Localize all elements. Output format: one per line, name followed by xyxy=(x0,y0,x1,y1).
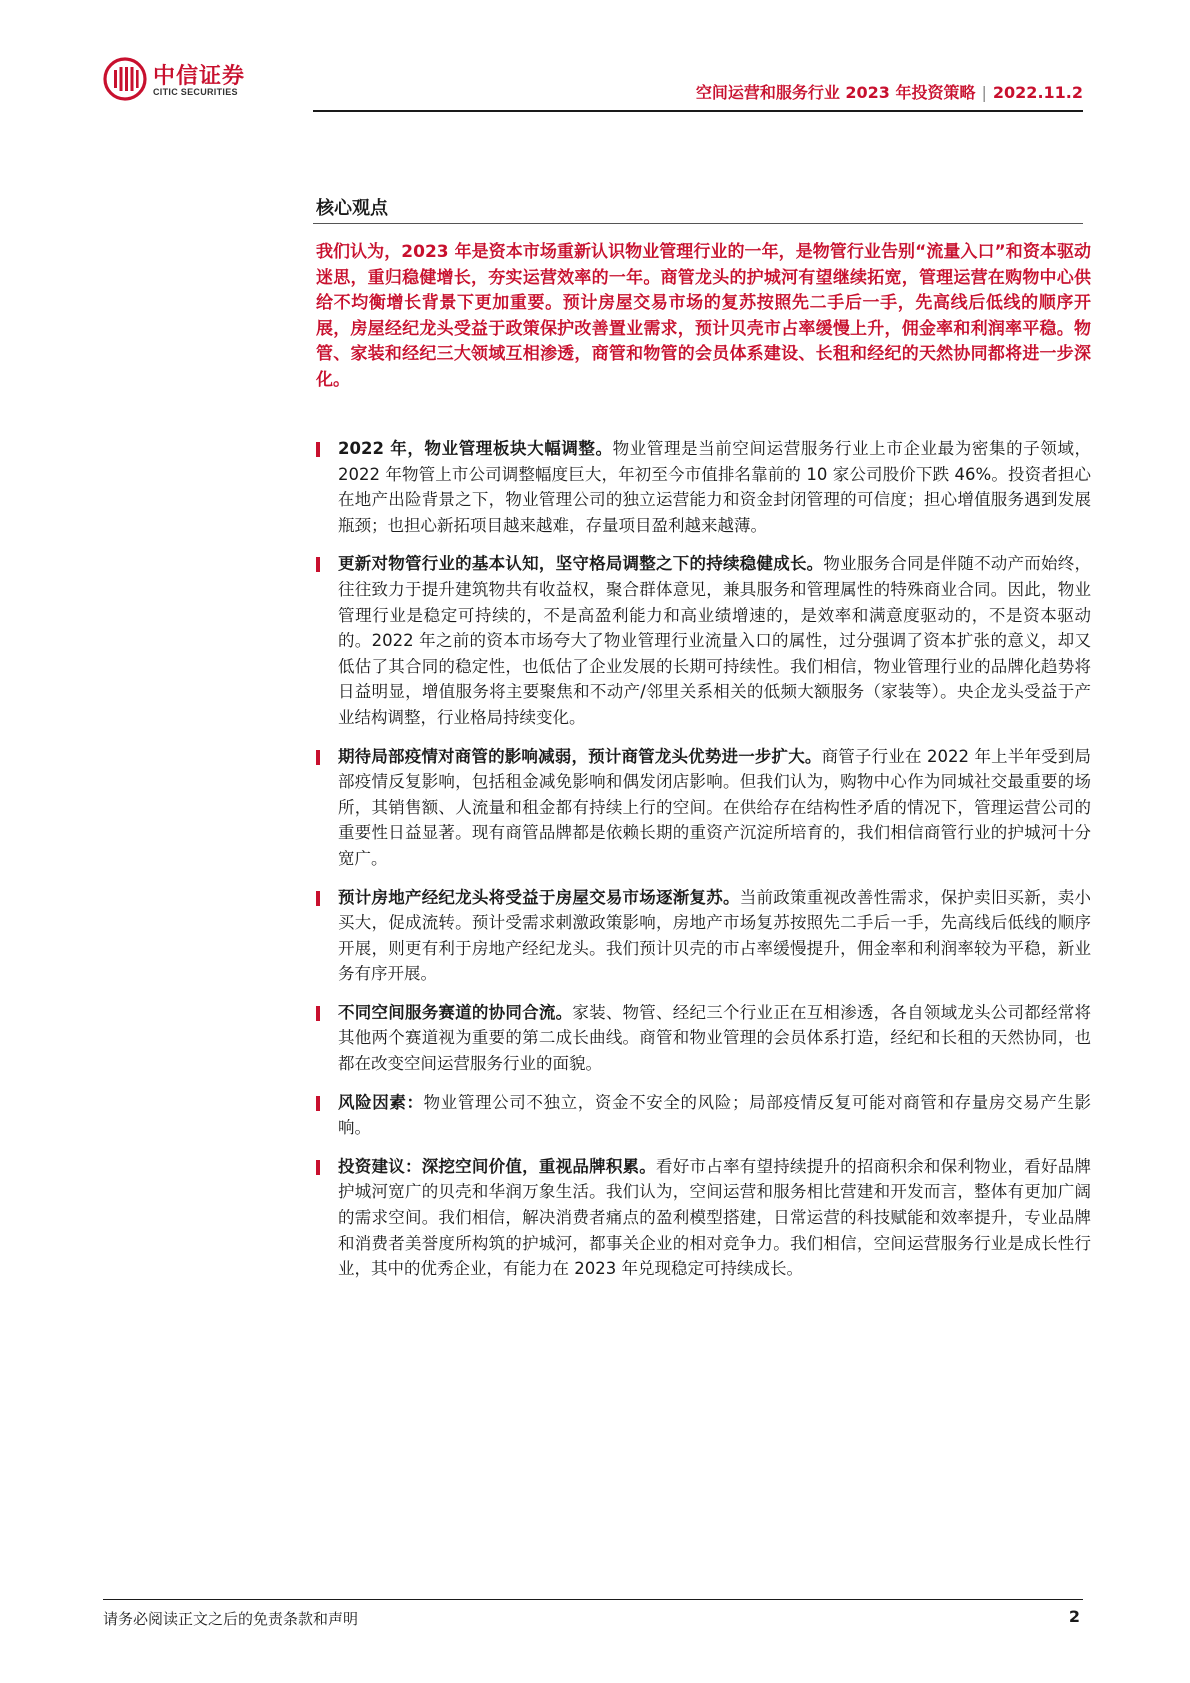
citic-logo xyxy=(103,57,253,103)
footer-disclaimer: 请务必阅读正文之后的免责条款和声明 xyxy=(103,1610,359,1628)
report-date: 2022.11.2 xyxy=(992,83,1083,102)
report-title: 空间运营和服务行业 2023 年投资策略 xyxy=(695,83,976,102)
key-point-body: 物业管理是当前空间运营服务行业上市企业最为密集的子领域，2022 年物管上市公司调整幅度巨大，年初至今市值排名靠前的 10 家公司股价下跌 46%。投资者担心在地产出险背景之下，物业管理公司的独立运营能力和资金封闭管理的可信度；担心增值服务遇到发展瓶颈；也担心新拓项目越来越难，存量项目盈利越来越薄。 xyxy=(338,439,1092,535)
key-point xyxy=(316,744,1091,872)
logo-en-text: CITIC SECURITIES xyxy=(153,87,238,97)
logo-cn-text: 中信证券 xyxy=(153,64,246,89)
key-point xyxy=(316,1090,1091,1141)
footer-divider xyxy=(103,1599,1083,1600)
page-number: 2 xyxy=(1068,1607,1080,1626)
key-point xyxy=(316,885,1091,987)
key-point-body: 物业管理公司不独立，资金不安全的风险；局部疫情反复可能对商管和存量房交易产生影响。 xyxy=(338,1092,1092,1138)
key-point xyxy=(316,551,1091,730)
key-point-lead: 投资建议：深挖空间价值，重视品牌积累。 xyxy=(338,1156,657,1176)
key-point xyxy=(316,1154,1091,1282)
core-summary: 我们认为，2023 年是资本市场重新认识物业管理行业的一年，是物管行业告别“流量入口”和资本驱动迷思，重归稳健增长，夯实运营效率的一年。商管龙头的护城河有望继续拓宽，管理运营在购物中心供给不均衡增长背景下更加重要。预计房屋交易市场的复苏按照先二手后一手，先高线后低线的顺序开展，房屋经纪龙头受益于政策保护改善置业需求，预计贝壳市占率缓慢上升，佣金率和利润率平稳。物管、家装和经纪三大领域互相渗透，商管和物管的会员体系建设、长租和经纪的天然协同都将进一步深化。 xyxy=(316,242,1091,390)
report-header xyxy=(696,80,1083,103)
key-point-body: 看好市占率有望持续提升的招商积余和保利物业，看好品牌护城河宽广的贝壳和华润万象生活。我们认为，空间运营和服务相比营建和开发而言，整体有更加广阔的需求空间。我们相信，解决消费者痛点的盈利模型搭建，日常运营的科技赋能和效率提升，专业品牌和消费者美誉度所构筑的护城河，都事关企业的相对竞争力。我们相信，空间运营服务行业是成长性行业，其中的优秀企业，有能力在 2023 年兑现稳定可持续成长。 xyxy=(338,1156,1092,1279)
key-point-body: 家装、物管、经纪三个行业正在互相渗透，各自领域龙头公司都经常将其他两个赛道视为重要的第二成长曲线。商管和物业管理的会员体系打造，经纪和长租的天然协同，也都在改变空间运营服务行业的面貌。 xyxy=(338,1002,1092,1074)
bullet-marker-icon xyxy=(316,1006,320,1021)
key-point-lead: 预计房地产经纪龙头将受益于房屋交易市场逐渐复苏。 xyxy=(338,887,740,907)
key-point-lead: 更新对物管行业的基本认知，坚守格局调整之下的持续稳健成长。 xyxy=(338,554,824,574)
key-point xyxy=(316,1000,1091,1077)
key-point-body: 物业服务合同是伴随不动产而始终，往往致力于提升建筑物共有收益权，聚合群体意见，兼具服务和管理属性的特殊商业合同。因此，物业管理行业是稳定可持续的，不是高盈利能力和高业绩增速的，是效率和满意度驱动的，不是资本驱动的。2022 年之前的资本市场夸大了物业管理行业流量入口的属性，过分强调了资本扩张的意义，却又低估了其合同的稳定性，也低估了企业发展的长期可持续性。我们相信，物业管理行业的品牌化趋势将日益明显，增值服务将主要聚焦和不动产/邻里关系相关的低频大额服务（家装等）。央企龙头受益于产业结构调整，行业格局持续变化。 xyxy=(338,554,1092,727)
section-title: 核心观点 xyxy=(316,198,388,219)
key-point-lead: 期待局部疫情对商管的影响减弱，预计商管龙头优势进一步扩大。 xyxy=(338,746,822,766)
citic-logo-icon xyxy=(103,57,147,101)
header-separator: | xyxy=(981,83,987,102)
bullet-marker-icon xyxy=(316,557,320,572)
key-point-body: 商管子行业在 2022 年上半年受到局部疫情反复影响，包括租金减免影响和偶发闭店影响。但我们认为，购物中心作为同城社交最重要的场所，其销售额、人流量和租金都有持续上行的空间。在供给存在结构性矛盾的情况下，管理运营公司的重要性日益显著。现有商管品牌都是依赖长期的重资产沉淀所培育的，我们相信商管行业的护城河十分宽广。 xyxy=(338,746,1092,868)
key-point-lead: 风险因素： xyxy=(338,1092,424,1112)
bullet-marker-icon xyxy=(316,1096,320,1111)
section-divider xyxy=(313,223,1083,224)
key-point-body: 当前政策重视改善性需求，保护卖旧买新，卖小买大，促成流转。预计受需求刺激政策影响，房地产市场复苏按照先二手后一手，先高线后低线的顺序开展，则更有利于房地产经纪龙头。我们预计贝壳的市占率缓慢提升，佣金率和利润率较为平稳，新业务有序开展。 xyxy=(338,887,1092,984)
bullet-marker-icon xyxy=(316,442,320,457)
key-point xyxy=(316,436,1091,538)
key-points xyxy=(316,436,1091,1295)
bullet-marker-icon xyxy=(316,750,320,765)
key-point-lead: 2022 年，物业管理板块大幅调整。 xyxy=(338,439,613,458)
bullet-marker-icon xyxy=(316,1160,320,1175)
bullet-marker-icon xyxy=(316,891,320,906)
key-point-lead: 不同空间服务赛道的协同合流。 xyxy=(338,1002,573,1022)
header-divider xyxy=(313,110,1083,112)
